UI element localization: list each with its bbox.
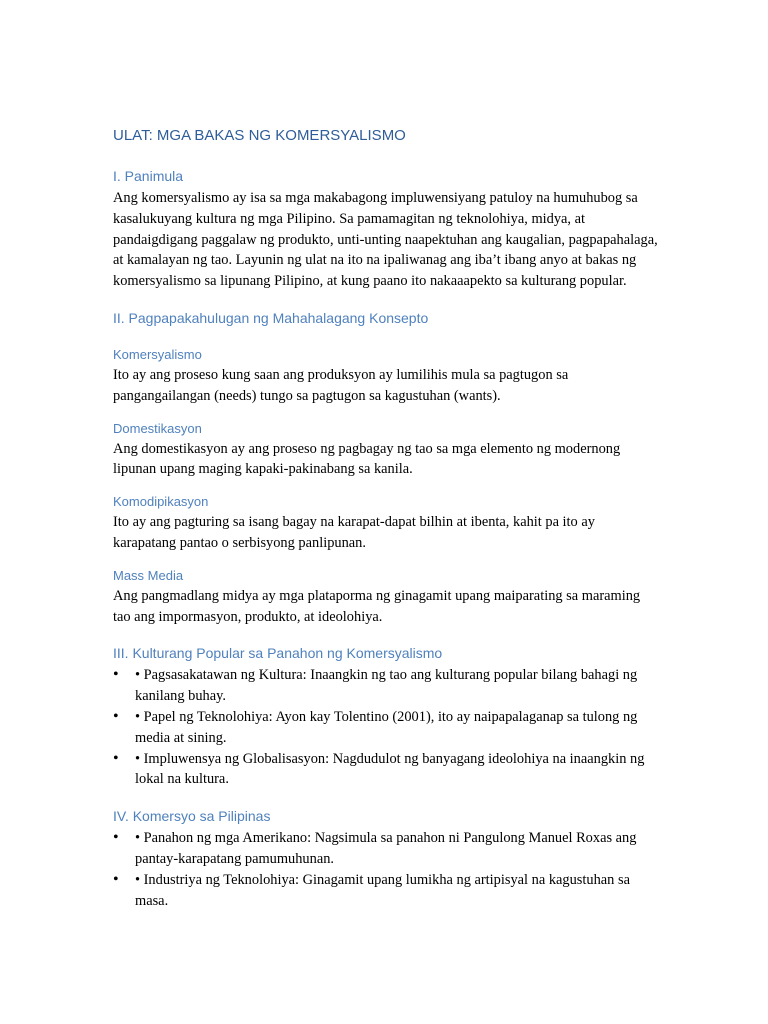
section-heading-popular: III. Kulturang Popular sa Panahon ng Komersyalismo [113, 645, 443, 662]
list-item-text: • Panahon ng mga Amerikano: Nagsimula sa panahon ni Pangulong Manuel Roxas ang pantay-karapatang pamumuhunan. [135, 830, 637, 867]
bullet-icon: • [113, 707, 119, 725]
bullet-icon: • [113, 870, 119, 888]
popular-culture-list [113, 665, 658, 790]
concept-definition-mass-media: Ang pangmadlang midya ay mga plataporma ng ginagamit upang maiparating sa maraming tao ang impormasyon, produkto, at ideolohiya. [113, 587, 641, 625]
list-item-text: • Impluwensya ng Globalisasyon: Nagdudulot ng banyagang ideolohiya na inaangkin ng lokal na kultura. [135, 750, 645, 788]
list-item [113, 749, 658, 791]
list-item [113, 828, 658, 870]
section-heading-intro: I. Panimula [113, 168, 184, 184]
commerce-list [113, 828, 658, 911]
section-heading-commerce: IV. Komersyo sa Pilipinas [113, 808, 271, 825]
document-content [113, 124, 658, 911]
document-title: ULAT: MGA BAKAS NG KOMERSYALISMO [113, 127, 406, 144]
section-heading-concepts: II. Pagpapakahulugan ng Mahahalagang Konsepto [113, 309, 429, 326]
list-item [113, 665, 658, 707]
list-item-text: • Industriya ng Teknolohiya: Ginagamit upang lumikha ng artipisyal na kagustuhan sa masa. [135, 871, 630, 909]
bullet-icon: • [113, 666, 119, 684]
concept-term-mass-media: Mass Media [113, 567, 184, 583]
list-item [113, 707, 658, 749]
bullet-icon: • [113, 829, 119, 847]
concept-term-domestikasyon: Domestikasyon [113, 420, 202, 436]
concept-term-komersyalismo: Komersyalismo [113, 346, 202, 362]
intro-paragraph: Ang komersyalismo ay isa sa mga makabagong impluwensiyang patuloy na humuhubog sa kasalukuyang kultura ng mga Pilipino. Sa pamamagitan ng teknolohiya, midya, at pandaigdigang paggalaw ng produkto, unti-unting naapektuhan ang kaugalian, pagpapahalaga, at kamalayan ng tao. Layunin ng ulat na ito na ipaliwanag ang iba’t ibang anyo at bakas ng komersyalismo sa lipunang Pilipino, at kung paano ito nakaaapekto sa kulturang popular. [113, 190, 658, 290]
concept-term-komodipikasyon: Komodipikasyon [113, 494, 209, 510]
concept-definition-komodipikasyon: Ito ay ang pagturing sa isang bagay na karapat-dapat bilhin at ibenta, kahit pa ito ay karapatang pantao o serbisyong panlipunan. [113, 514, 595, 551]
bullet-icon: • [113, 749, 119, 767]
concept-definition-domestikasyon: Ang domestikasyon ay ang proseso ng pagbagay ng tao sa mga elemento ng modernong lipunan upang maging kapaki-pakinabang sa kanila. [113, 440, 621, 478]
list-item-text: • Papel ng Teknolohiya: Ayon kay Tolentino (2001), ito ay naipapalaganap sa tulong ng media at sining. [135, 708, 638, 746]
list-item-text: • Pagsasakatawan ng Kultura: Inaangkin ng tao ang kulturang popular bilang bahagi ng kanilang buhay. [135, 667, 638, 705]
list-item [113, 870, 658, 912]
concept-definition-komersyalismo: Ito ay ang proseso kung saan ang produksyon ay lumilihis mula sa pagtugon sa pangangailangan (needs) tungo sa pagtugon sa kagustuhan (wants). [113, 366, 569, 404]
